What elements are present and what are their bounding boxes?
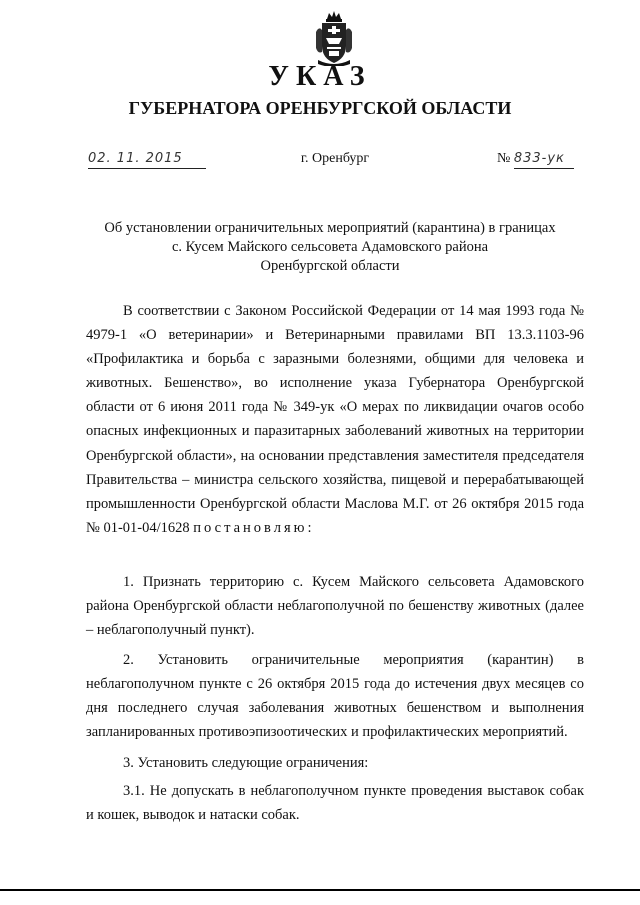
page-bottom-rule (0, 889, 640, 891)
decree-number: 833-ук (514, 150, 574, 169)
heading-line: Об установлении ограничительных мероприятий (карантина) в границах (104, 220, 556, 236)
coat-of-arms-icon (313, 10, 355, 66)
document-title: УКАЗ (268, 61, 372, 92)
number-sign: № (497, 151, 511, 166)
decree-date: 02. 11. 2015 (88, 151, 183, 166)
document-subtitle: ГУБЕРНАТОРА ОРЕНБУРГСКОЙ ОБЛАСТИ (128, 98, 512, 118)
clause-3: 3. Установить следующие ограничения: (123, 755, 369, 771)
decree-heading (80, 219, 580, 276)
clause-2: 2. Установить ограничительные мероприятия (карантин) в неблагополучном пункте с 26 октября 2015 года до истечения двух месяцев со дня последнего случая заболевания животных бешенством и выполнения запланированных противоэпизоотических и профилактических мероприятий. (86, 652, 584, 741)
clause-1: 1. Признать территорию с. Кусем Майского сельсовета Адамовского района Оренбургской области неблагополучной по бешенству животных (далее – неблагополучный пункт). (86, 574, 584, 639)
decree-word: постановляю: (193, 519, 315, 536)
decree-number-field (497, 150, 574, 169)
heading-line: Оренбургской области (260, 258, 400, 274)
preamble-text: В соответствии с Законом Российской Федерации от 14 мая 1993 года № 4979-1 «О ветеринарии» и Ветеринарными правилами ВП 13.3.1103-96 «Профилактика и борьба с заразными болезнями, общими для человека и животных. Бешенство», во исполнение указа Губернатора Оренбургской области от 6 июня 2011 года № 349-ук «О мерах по ликвидации очагов особо опасных инфекционных и паразитарных заболеваний животных на территории Оренбургской области», на основании представления заместителя председателя Правительства – министра сельского хозяйства, пищевой и перерабатывающей промышленности Оренбургской области Маслова М.Г. от 26 октября 2015 года № 01-01-04/1628 (86, 303, 584, 536)
clause-3-1: 3.1. Не допускать в неблагополучном пункте проведения выставок собак и кошек, выводок и натаски собак. (86, 783, 584, 824)
city-label: г. Оренбург (300, 151, 370, 166)
preamble-paragraph (86, 299, 584, 540)
heading-line: с. Кусем Майского сельсовета Адамовского района (171, 239, 489, 255)
